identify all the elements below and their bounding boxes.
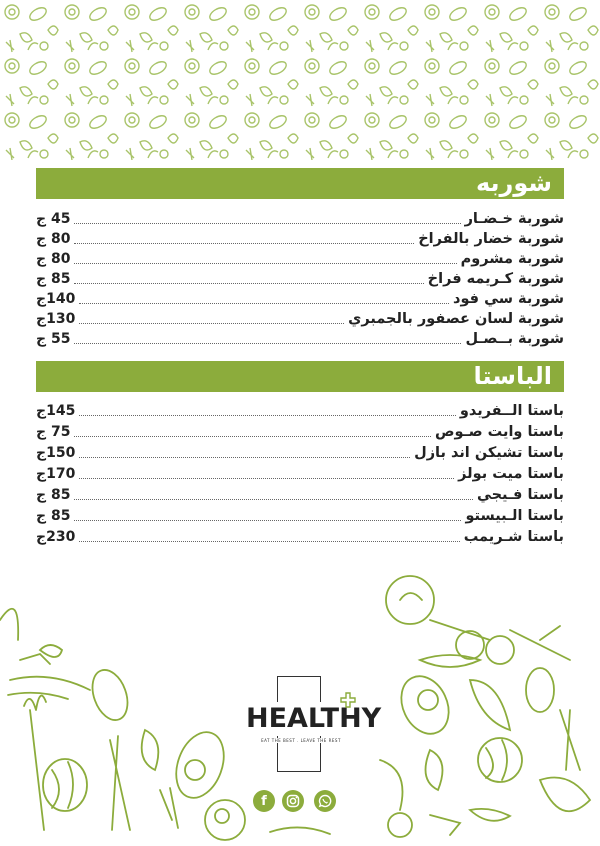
item-name: شوربة كـريمه فراخ [427, 271, 564, 287]
leader-dots [74, 436, 431, 437]
leader-dots [74, 223, 460, 224]
item-name: شوربة سي فود [453, 291, 564, 307]
facebook-icon[interactable] [253, 790, 275, 812]
leader-dots [74, 499, 472, 500]
menu-item [36, 248, 564, 268]
item-name: شوربة بــصـل [465, 331, 564, 347]
item-price: 145ج [36, 403, 76, 419]
leader-dots [74, 520, 461, 521]
vegetable-pattern-top [0, 0, 600, 160]
item-name: باستا تشيكن اند بازل [414, 445, 564, 461]
instagram-glyph [286, 794, 300, 808]
leader-dots [79, 323, 344, 324]
whatsapp-icon[interactable] [314, 790, 336, 812]
menu-item [36, 505, 564, 525]
leader-dots [79, 457, 410, 458]
item-price: 85 ج [36, 271, 71, 287]
menu-item [36, 463, 564, 483]
item-price: 130ج [36, 311, 76, 327]
leader-dots [74, 343, 461, 344]
item-name: باستا شـريمب [463, 529, 564, 545]
item-price: 85 ج [36, 487, 71, 503]
instagram-icon[interactable] [282, 790, 304, 812]
section-title: الباستا [473, 362, 552, 390]
plus-icon [340, 692, 356, 708]
leader-dots [74, 263, 456, 264]
item-price: 80 ج [36, 231, 71, 247]
item-name: شوربة خـضـار [464, 211, 564, 227]
section-bar-pasta [36, 361, 564, 392]
item-price: 75 ج [36, 424, 71, 440]
section-title: شوربه [475, 169, 552, 197]
leader-dots [79, 303, 449, 304]
whatsapp-glyph [318, 794, 332, 808]
item-name: شوربة خضار بالفراخ [418, 231, 564, 247]
item-name: باستا الــفريدو [459, 403, 564, 419]
menu-item [36, 484, 564, 504]
item-name: شوربة مشروم [460, 251, 564, 267]
item-price: 140ج [36, 291, 76, 307]
leader-dots [79, 415, 455, 416]
item-name: باستا ميت بولز [458, 466, 564, 482]
item-price: 45 ج [36, 211, 71, 227]
leader-dots [79, 478, 454, 479]
item-price: 85 ج [36, 508, 71, 524]
menu-item [36, 268, 564, 288]
leader-dots [74, 243, 414, 244]
item-name: باستا فـيجي [476, 487, 564, 503]
menu-item [36, 308, 564, 328]
menu-item [36, 208, 564, 228]
item-price: 80 ج [36, 251, 71, 267]
leader-dots [79, 541, 459, 542]
item-name: باستا وايت صـوص [435, 424, 564, 440]
menu-item [36, 328, 564, 348]
item-name: شوربة لسان عصفور بالجمبري [348, 311, 564, 327]
menu-item [36, 400, 564, 420]
facebook-label: f [261, 793, 267, 809]
leader-dots [74, 283, 423, 284]
item-price: 150ج [36, 445, 76, 461]
menu-item [36, 288, 564, 308]
item-price: 170ج [36, 466, 76, 482]
menu-item [36, 228, 564, 248]
item-price: 55 ج [36, 331, 71, 347]
menu-item [36, 442, 564, 462]
logo-tagline: EAT THE BEST . LEAVE THE REST [244, 738, 358, 743]
item-name: باستا الـبيستو [465, 508, 564, 524]
logo-wordmark: HEALTHY [246, 703, 382, 734]
item-price: 230ج [36, 529, 76, 545]
menu-item [36, 526, 564, 546]
menu-item [36, 421, 564, 441]
section-bar-soups [36, 168, 564, 199]
